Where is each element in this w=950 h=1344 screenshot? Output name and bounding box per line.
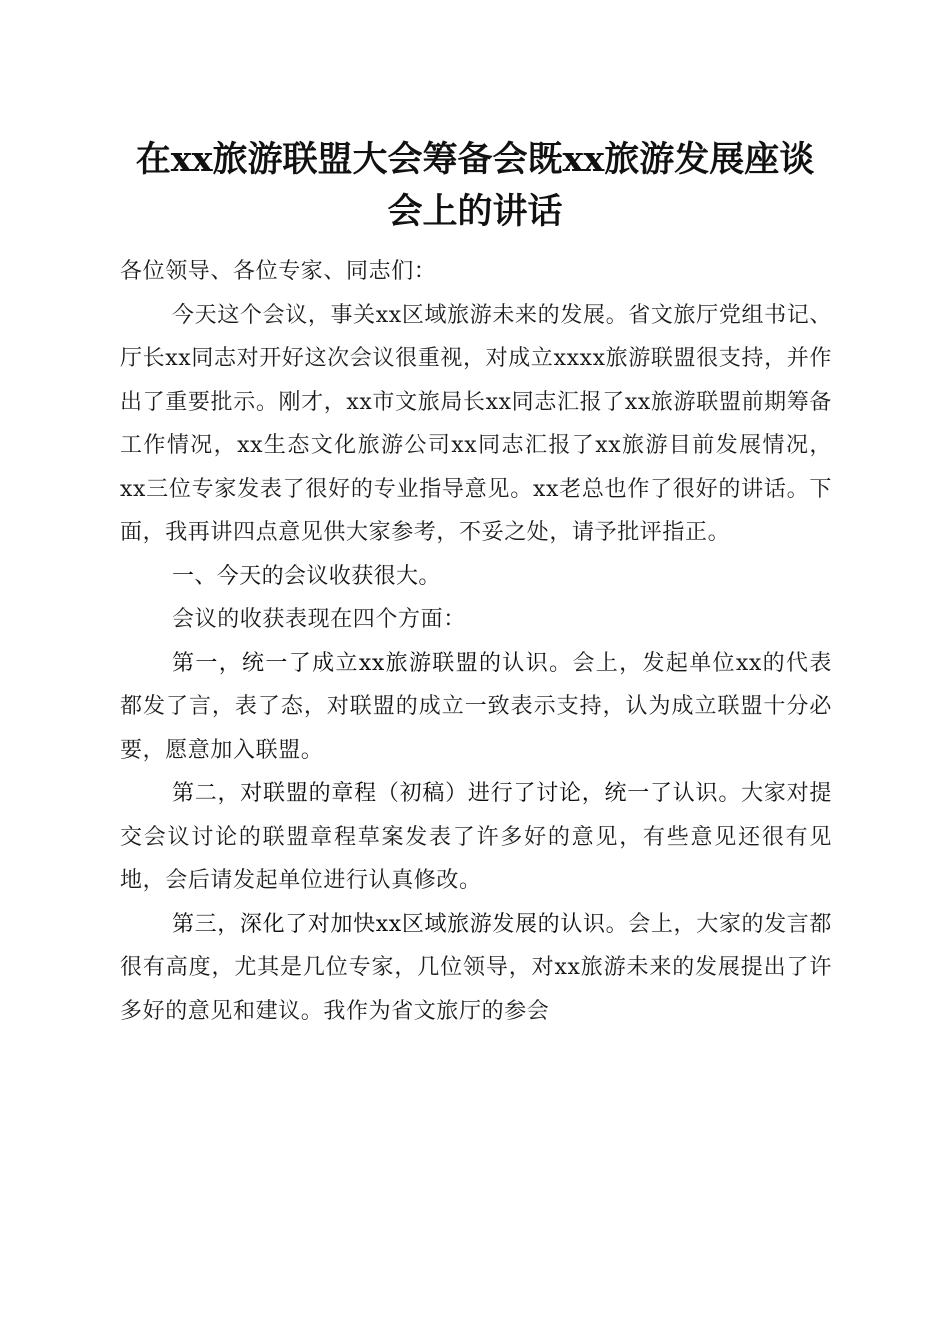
point-3-body: 会上，大家的发言都很有高度，尤其是几位专家，几位领导，对xx旅游未来的发展提出了许多好的意见和建议。我作为省文旅厅的参会 xyxy=(120,911,833,1024)
point-1-lead: 第一，统一了成立xx旅游联盟的认识。 xyxy=(172,650,573,676)
point-paragraph-3 xyxy=(120,903,832,1034)
document-title xyxy=(110,134,840,238)
point-2-lead: 第二，对联盟的章程（初稿）进行了讨论，统一了认识。 xyxy=(172,781,742,806)
title-line-1: 在xx旅游联盟大会筹备会既xx旅游发展座谈 xyxy=(135,139,815,180)
point-paragraph-2 xyxy=(120,772,832,903)
title-line-2: 会上的讲话 xyxy=(387,191,563,232)
point-2-body: 大家对提交会议讨论的联盟章程草案发表了许多好的意见，有些意见还很有见地，会后请发起单位进行认真修改。 xyxy=(120,781,832,893)
section-heading-1: 一、今天的会议收获很大。 xyxy=(172,563,441,589)
section-intro: 会议的收获表现在四个方面： xyxy=(172,607,466,632)
point-paragraph-1 xyxy=(120,642,832,773)
opening-paragraph: 今天这个会议，事关xx区域旅游未来的发展。省文旅厅党组书记、厅长xx同志对开好这次会议很重视，对成立xxxx旅游联盟很支持，并作出了重要批示。刚才，xx市文旅局长xx同志汇报了xx旅游联盟前期筹备工作情况，xx生态文化旅游公司xx同志汇报了xx旅游目前发展情况，xx三位专家发表了很好的专业指导意见。xx老总也作了很好的讲话。下面，我再讲四点意见供大家参考，不妥之处，请予批评指正。 xyxy=(120,302,832,545)
point-3-lead: 第三，深化了对加快xx区域旅游发展的认识。 xyxy=(172,911,629,937)
document-body xyxy=(120,250,832,1033)
salutation: 各位领导、各位专家、同志们： xyxy=(120,259,437,284)
point-1-body: 会上，发起单位xx的代表都发了言，表了态，对联盟的成立一致表示支持，认为成立联盟十分必要，愿意加入联盟。 xyxy=(120,650,832,763)
